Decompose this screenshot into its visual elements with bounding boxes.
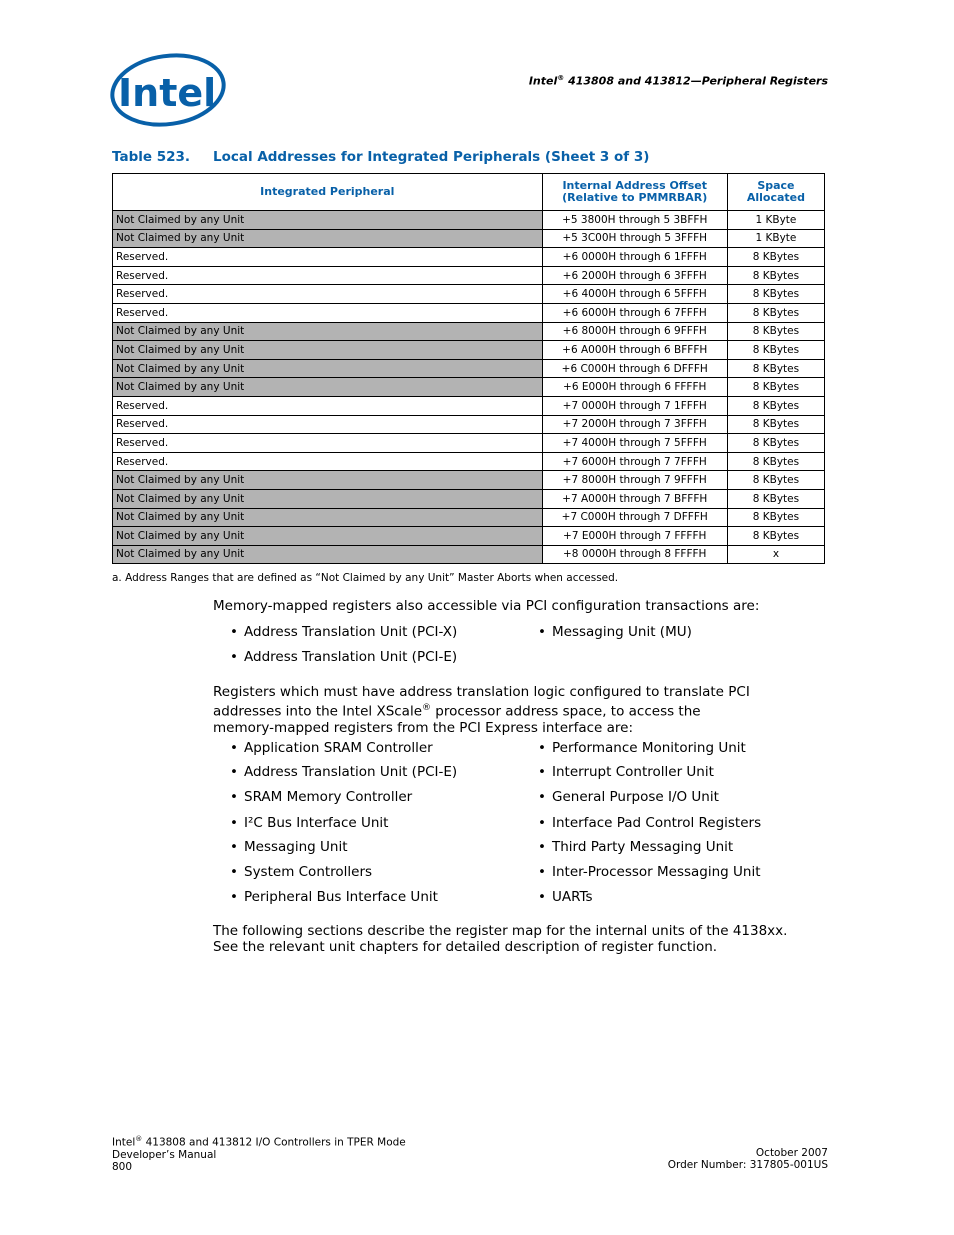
cell-address-range: +6 C000H through 6 DFFFH: [542, 359, 727, 378]
page-number: 800: [112, 1160, 133, 1173]
column-header-peripheral: Integrated Peripheral: [113, 174, 543, 211]
table-title: [112, 149, 649, 165]
intel-logo: [108, 50, 228, 130]
cell-peripheral: Not Claimed by any Unit: [113, 545, 543, 564]
list-item: • Interrupt Controller Unit: [538, 764, 714, 780]
list-item: • Messaging Unit (MU): [538, 624, 692, 640]
table-caption: Local Addresses for Integrated Peripherals (Sheet 3 of 3): [213, 149, 650, 165]
table-row: [113, 248, 825, 267]
cell-address-range: +7 A000H through 7 BFFFH: [542, 489, 727, 508]
cell-address-range: +6 A000H through 6 BFFFH: [542, 341, 727, 360]
cell-space: 8 KBytes: [727, 378, 824, 397]
table-row: [113, 341, 825, 360]
cell-address-range: +6 6000H through 6 7FFFH: [542, 303, 727, 322]
cell-peripheral: Reserved.: [113, 415, 543, 434]
list-item: • Address Translation Unit (PCI-X): [230, 624, 458, 640]
table-row: [113, 211, 825, 230]
cell-space: 1 KByte: [727, 229, 824, 248]
list-item: • Address Translation Unit (PCI-E): [230, 764, 458, 780]
footer-left: Intel® 413808 and 413812 I/O Controllers in TPER Mode Developer’s Manual 800: [112, 1135, 406, 1173]
table-row: [113, 396, 825, 415]
table-row: [113, 527, 825, 546]
cell-space: 8 KBytes: [727, 415, 824, 434]
cell-address-range: +7 8000H through 7 9FFFH: [542, 471, 727, 490]
cell-peripheral: Reserved.: [113, 452, 543, 471]
paragraph-register-map: The following sections describe the register map for the internal units of the 4138xx. See the relevant unit chapters for detailed description of register function.: [213, 923, 788, 955]
cell-peripheral: Not Claimed by any Unit: [113, 508, 543, 527]
cell-space: 8 KBytes: [727, 341, 824, 360]
cell-address-range: +6 8000H through 6 9FFFH: [542, 322, 727, 341]
list-item: • Inter-Processor Messaging Unit: [538, 864, 761, 880]
cell-space: 8 KBytes: [727, 452, 824, 471]
paragraph-address-translation: Registers which must have address translation logic configured to translate PCI addresses into the Intel XScale® processor address space, to access the memory-mapped registers from the PCI Express interface are:: [213, 684, 750, 736]
list-item: • Interface Pad Control Registers: [538, 815, 762, 831]
list-item: • System Controllers: [230, 864, 373, 880]
cell-peripheral: Not Claimed by any Unit: [113, 378, 543, 397]
list-item: • Messaging Unit: [230, 839, 348, 855]
list-item: • SRAM Memory Controller: [230, 789, 413, 805]
cell-space: 8 KBytes: [727, 396, 824, 415]
list-item: • Third Party Messaging Unit: [538, 839, 734, 855]
intel-logo-text: Intel: [118, 71, 217, 115]
cell-peripheral: Not Claimed by any Unit: [113, 527, 543, 546]
cell-address-range: +6 2000H through 6 3FFFH: [542, 266, 727, 285]
cell-peripheral: Reserved.: [113, 285, 543, 304]
cell-peripheral: Not Claimed by any Unit: [113, 229, 543, 248]
list-item: • Performance Monitoring Unit: [538, 740, 746, 756]
table-row: [113, 471, 825, 490]
cell-peripheral: Not Claimed by any Unit: [113, 471, 543, 490]
table-row: [113, 285, 825, 304]
cell-address-range: +6 0000H through 6 1FFFH: [542, 248, 727, 267]
peripheral-address-table: [112, 173, 825, 564]
cell-space: 8 KBytes: [727, 471, 824, 490]
table-footnote: a. Address Ranges that are defined as “Not Claimed by any Unit” Master Aborts when accessed.: [112, 572, 619, 584]
list-item: • I²C Bus Interface Unit: [230, 815, 389, 831]
cell-address-range: +5 3800H through 5 3BFFH: [542, 211, 727, 230]
cell-space: 8 KBytes: [727, 508, 824, 527]
cell-address-range: +5 3C00H through 5 3FFFH: [542, 229, 727, 248]
table-row: [113, 489, 825, 508]
cell-space: 8 KBytes: [727, 434, 824, 453]
cell-space: 8 KBytes: [727, 489, 824, 508]
cell-peripheral: Not Claimed by any Unit: [113, 359, 543, 378]
cell-address-range: +7 4000H through 7 5FFFH: [542, 434, 727, 453]
cell-address-range: +6 E000H through 6 FFFFH: [542, 378, 727, 397]
list-item: • UARTs: [538, 889, 593, 905]
cell-space: x: [727, 545, 824, 564]
cell-space: 8 KBytes: [727, 322, 824, 341]
table-row: [113, 359, 825, 378]
running-header: Intel® 413808 and 413812—Peripheral Registers: [528, 74, 828, 88]
cell-peripheral: Not Claimed by any Unit: [113, 211, 543, 230]
table-row: [113, 415, 825, 434]
column-header-space: Space Allocated: [727, 174, 824, 211]
table-row: [113, 452, 825, 471]
table-row: [113, 266, 825, 285]
cell-peripheral: Reserved.: [113, 303, 543, 322]
cell-address-range: +7 6000H through 7 7FFFH: [542, 452, 727, 471]
table-row: [113, 229, 825, 248]
cell-peripheral: Reserved.: [113, 396, 543, 415]
cell-address-range: +7 E000H through 7 FFFFH: [542, 527, 727, 546]
cell-space: 1 KByte: [727, 211, 824, 230]
table-row: [113, 508, 825, 527]
table-number: Table 523.: [112, 149, 191, 165]
cell-address-range: +8 0000H through 8 FFFFH: [542, 545, 727, 564]
cell-address-range: +7 2000H through 7 3FFFH: [542, 415, 727, 434]
column-header-offset: Internal Address Offset (Relative to PMMRBAR): [542, 174, 727, 211]
table-row: [113, 545, 825, 564]
paragraph-pci-config: Memory-mapped registers also accessible via PCI configuration transactions are:: [213, 598, 760, 614]
cell-space: 8 KBytes: [727, 285, 824, 304]
list-item: • Address Translation Unit (PCI-E): [230, 649, 458, 665]
cell-peripheral: Reserved.: [113, 248, 543, 267]
cell-peripheral: Not Claimed by any Unit: [113, 489, 543, 508]
footer-right: October 2007 Order Number: 317805-001US: [667, 1147, 828, 1171]
cell-space: 8 KBytes: [727, 359, 824, 378]
cell-peripheral: Reserved.: [113, 266, 543, 285]
list-item: • Peripheral Bus Interface Unit: [230, 889, 438, 905]
list-item: • Application SRAM Controller: [230, 740, 433, 756]
table-row: [113, 378, 825, 397]
cell-space: 8 KBytes: [727, 266, 824, 285]
cell-peripheral: Not Claimed by any Unit: [113, 341, 543, 360]
cell-address-range: +7 C000H through 7 DFFFH: [542, 508, 727, 527]
table-row: [113, 322, 825, 341]
cell-address-range: +6 4000H through 6 5FFFH: [542, 285, 727, 304]
cell-peripheral: Reserved.: [113, 434, 543, 453]
cell-address-range: +7 0000H through 7 1FFFH: [542, 396, 727, 415]
table-row: [113, 434, 825, 453]
cell-peripheral: Not Claimed by any Unit: [113, 322, 543, 341]
cell-space: 8 KBytes: [727, 527, 824, 546]
cell-space: 8 KBytes: [727, 248, 824, 267]
cell-space: 8 KBytes: [727, 303, 824, 322]
list-item: • General Purpose I/O Unit: [538, 789, 719, 805]
table-row: [113, 303, 825, 322]
